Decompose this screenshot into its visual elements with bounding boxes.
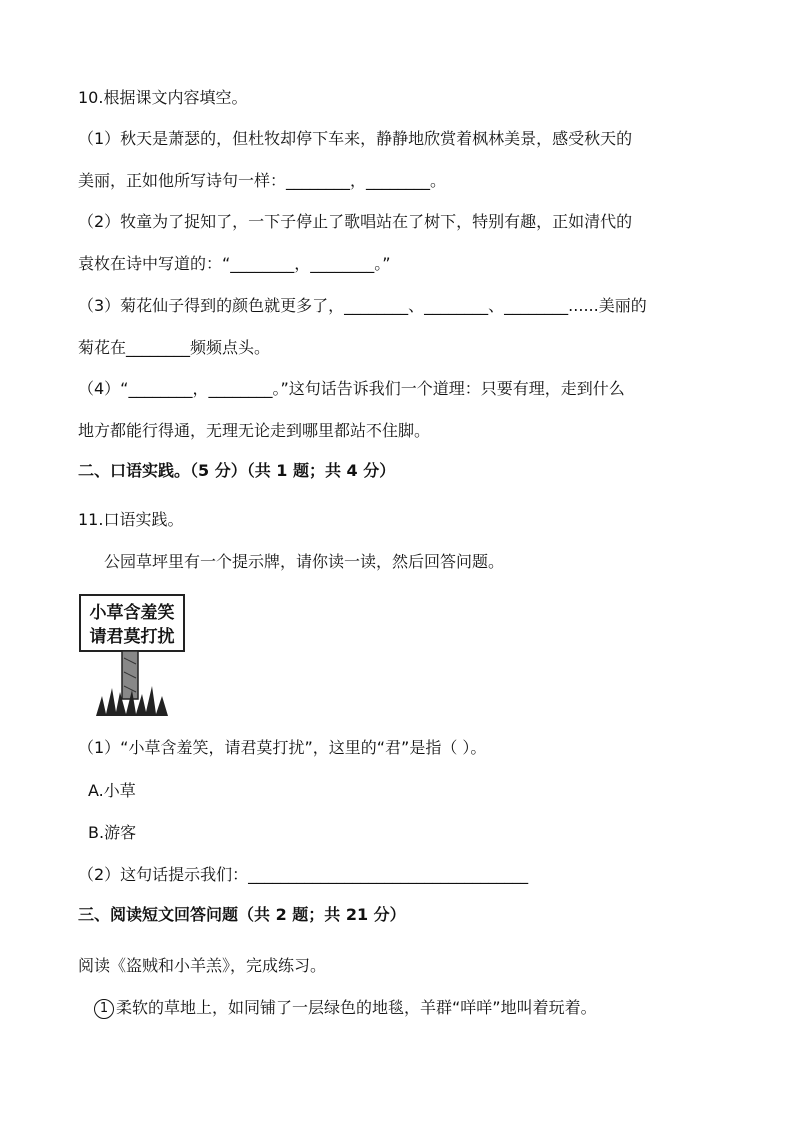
sign-text-line2: 请君莫打扰 xyxy=(89,627,175,647)
q10-item2-line2: 袁枚在诗中写道的：“________，________。” xyxy=(78,254,391,273)
q11-intro: 公园草坪里有一个提示牌，请你读一读，然后回答问题。 xyxy=(104,552,505,571)
reading-para1-text: 柔软的草地上，如同铺了一层绿色的地毯，羊群“咩咩”地叫着玩着。 xyxy=(116,998,597,1017)
q10-item2-line1: （2）牧童为了捉知了，一下子停止了歌唱站在了树下，特别有趣，正如清代的 xyxy=(78,212,633,231)
q10-item1-line2: 美丽，正如他所写诗句一样：________，________。 xyxy=(78,171,447,190)
q11-sub1: （1）“小草含羞笑，请君莫打扰”，这里的“君”是指（ ）。 xyxy=(78,738,487,757)
q10-item4-line1: （4）“________，________。”这句话告诉我们一个道理：只要有理，走到什么 xyxy=(78,379,625,398)
q10-title: 10.根据课文内容填空。 xyxy=(78,88,248,107)
section2-heading: 二、口语实践。（5 分）（共 1 题；共 4 分） xyxy=(78,461,396,480)
q10-item3-line1: （3）菊花仙子得到的颜色就更多了，________、________、________......美丽的 xyxy=(78,296,647,315)
reading-para1 xyxy=(94,997,597,1019)
lawn-sign-drawing xyxy=(76,592,188,718)
q11-title: 11.口语实践。 xyxy=(78,510,184,529)
q10-item1-line1: （1）秋天是萧瑟的，但杜牧却停下车来，静静地欣赏着枫林美景，感受秋天的 xyxy=(78,129,633,148)
para-number-badge: 1 xyxy=(94,999,114,1019)
section3-heading: 三、阅读短文回答问题（共 2 题；共 21 分） xyxy=(78,905,406,924)
q10-item3-line2: 菊花在________频频点头。 xyxy=(78,338,271,357)
q11-sub2: （2）这句话提示我们：___________________________________ xyxy=(78,865,529,884)
lawn-sign-illustration xyxy=(76,592,188,718)
reading-intro: 阅读《盗贼和小羊羔》，完成练习。 xyxy=(78,956,327,975)
sign-text-line1: 小草含羞笑 xyxy=(89,603,175,623)
option-a[interactable]: A.小草 xyxy=(88,781,136,800)
option-b[interactable]: B.游客 xyxy=(88,823,137,842)
q10-item4-line2: 地方都能行得通，无理无论走到哪里都站不住脚。 xyxy=(78,421,431,440)
